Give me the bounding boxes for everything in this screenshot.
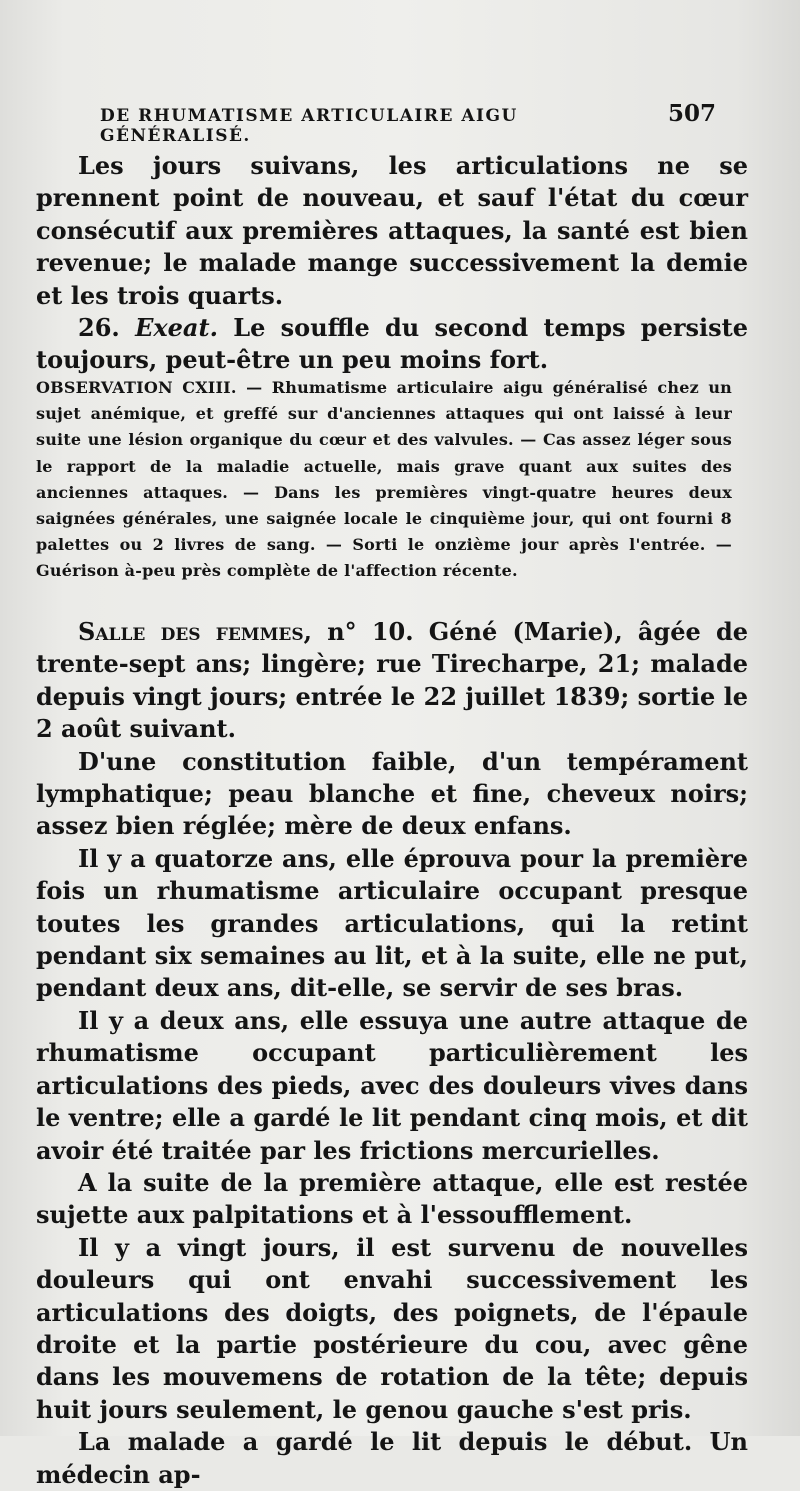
paragraph-second-attack: Il y a deux ans, elle essuya une autre attaque de rhumatisme occupant particulièrement les articulations des pieds, avec des douleurs vives dans le ventre; elle a gardé le lit pendant cinq mois, et dit avoir été traitée par les frictions mercurielles. (36, 1005, 748, 1165)
paragraph-palpitations: A la suite de la première attaque, elle est restée sujette aux palpitations et à l'essoufflement. (36, 1167, 748, 1230)
running-title: DE RHUMATISME ARTICULAIRE AIGU GÉNÉRALISÉ. (100, 106, 518, 146)
paragraph-patient-intro (36, 616, 748, 746)
observation-text: — Rhumatisme articulaire aigu généralisé chez un sujet anémique, et greffé sur d'anciennes attaques qui ont laissé à leur suite une lésion organique du cœur et des valvules. — Cas assez léger sous le rapport de la maladie actuelle, mais grave quant aux suites des anciennes attaques. — Dans les premières vingt-quatre heures deux saignées générales, une saignée locale le cinquième jour, qui ont fourni 8 palettes ou 2 livres de sang. — Sorti le onzième jour après l'entrée. — Guérison à-peu près complète de l'affection récente. (36, 378, 732, 581)
continued-text (36, 150, 748, 377)
paragraph-constitution: D'une constitution faible, d'un tempérament lymphatique; peau blanche et fine, cheveux noirs; assez bien réglée; mère de deux enfans. (36, 746, 748, 841)
running-header (100, 100, 716, 146)
exeat-text: Le souffle du second temps persiste toujours, peut-être un peu moins fort. (36, 313, 748, 375)
case-text (36, 616, 748, 1491)
paragraph-following-days: Les jours suivans, les articulations ne se prennent point de nouveau, et sauf l'état du cœur consécutif aux premières attaques, la santé est bien revenue; le malade mange successivement la demie et les trois quarts. (36, 151, 748, 310)
page-number: 507 (667, 100, 716, 127)
paragraph-bed-rest: La malade a gardé le lit depuis le début. Un médecin ap- (36, 1427, 748, 1489)
ward-name: Salle des femmes (78, 617, 304, 646)
paragraph-exeat (36, 312, 748, 377)
observation-note (36, 375, 732, 585)
observation-label: OBSERVATION CXIII. (36, 378, 237, 397)
paragraph-first-attack: Il y a quatorze ans, elle éprouva pour la première fois un rhumatisme articulaire occupant presque toutes les grandes articulations, qui la retint pendant six semaines au lit, et à la suite, elle ne put, pendant deux ans, dit-elle, se servir de ses bras. (36, 843, 748, 1003)
patient-details: , n° 10. Géné (Marie), âgée de trente-sept ans; lingère; rue Tirecharpe, 21; malade depuis vingt jours; entrée le 22 juillet 1839; sortie le 2 août suivant. (36, 617, 748, 744)
paragraph-current-illness: Il y a vingt jours, il est survenu de nouvelles douleurs qui ont envahi successivement les articulations des doigts, des poignets, de l'épaule droite et la partie postérieure du cou, avec gêne dans les mouvemens de rotation de la tête; depuis huit jours seulement, le genou gauche s'est pris. (36, 1232, 748, 1424)
exeat-keyword: Exeat. (135, 313, 218, 343)
entry-date: 26. (78, 313, 120, 343)
observation-summary (36, 375, 732, 585)
